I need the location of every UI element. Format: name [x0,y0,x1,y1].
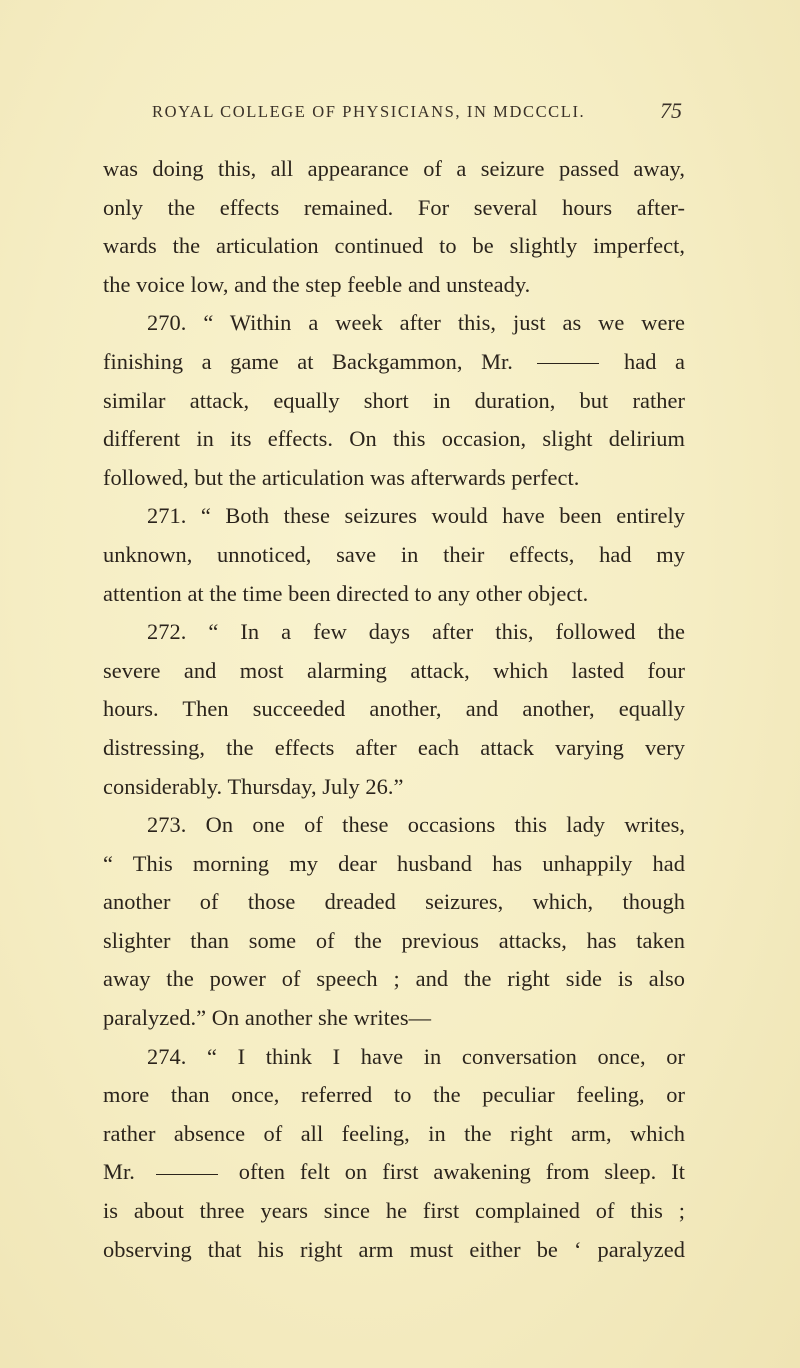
text-line: another of those dreaded seizures, which, though [103,889,685,915]
text-line: rather absence of all feeling, in the right arm, which [103,1120,685,1146]
running-head [0,98,800,128]
text-line: slighter than some of the previous attacks, has taken [103,927,685,953]
text-line: distressing, the effects after each attack varying very [103,734,685,760]
text-line: is about three years since he first complained of this ; [103,1198,685,1224]
text-line: hours. Then succeeded another, and another, equally [103,696,685,722]
text-line: unknown, unnoticed, save in their effects, had my [103,541,685,567]
text-line: “ This morning my dear husband has unhappily had [103,850,685,876]
text-line: more than once, referred to the peculiar feeling, or [103,1082,685,1108]
text-line: severe and most alarming attack, which lasted four [103,657,685,683]
text-segment: often felt on first awakening from sleep. It [238,1159,685,1185]
text-line-with-dash [103,1153,685,1192]
name-omitted-dash [537,363,599,364]
text-line: was doing this, all appearance of a seizure passed away, [103,156,685,181]
text-segment: Mr. [103,1159,135,1185]
text-line: the voice low, and the step feeble and unsteady. [103,271,531,297]
text-line: away the power of speech ; and the right side is also [103,966,685,992]
text-line: similar attack, equally short in duration, but rather [103,387,685,413]
text-line: observing that his right arm must either be ‘ paralyzed [103,1236,685,1262]
paragraph-270-line: 270. “ Within a week after this, just as we were [147,310,685,336]
text-segment: finishing a game at Backgammon, Mr. [103,348,513,374]
paragraph-271-line: 271. “ Both these seizures would have been entirely [147,503,685,529]
text-line-with-dash [103,343,685,382]
paragraph-274-line: 274. “ I think I have in conversation once, or [147,1043,685,1069]
body-text [103,150,685,1269]
paragraph-272-line: 272. “ In a few days after this, followed the [147,619,685,645]
page-number: 75 [660,98,682,123]
text-line: paralyzed.” On another she writes— [103,1005,432,1031]
text-line: different in its effects. On this occasion, slight delirium [103,426,685,452]
text-line: only the effects remained. For several hours after- [103,194,685,220]
text-line: attention at the time been directed to any other object. [103,580,589,606]
paragraph-273-line: 273. On one of these occasions this lady writes, [147,812,685,838]
text-line: wards the articulation continued to be slightly imperfect, [103,233,685,259]
running-title: ROYAL COLLEGE OF PHYSICIANS, IN MDCCCLI. [152,102,586,121]
text-line: followed, but the articulation was afterwards perfect. [103,464,580,490]
text-segment: had a [624,348,685,374]
text-line: considerably. Thursday, July 26.” [103,773,404,799]
name-omitted-dash [156,1174,218,1175]
